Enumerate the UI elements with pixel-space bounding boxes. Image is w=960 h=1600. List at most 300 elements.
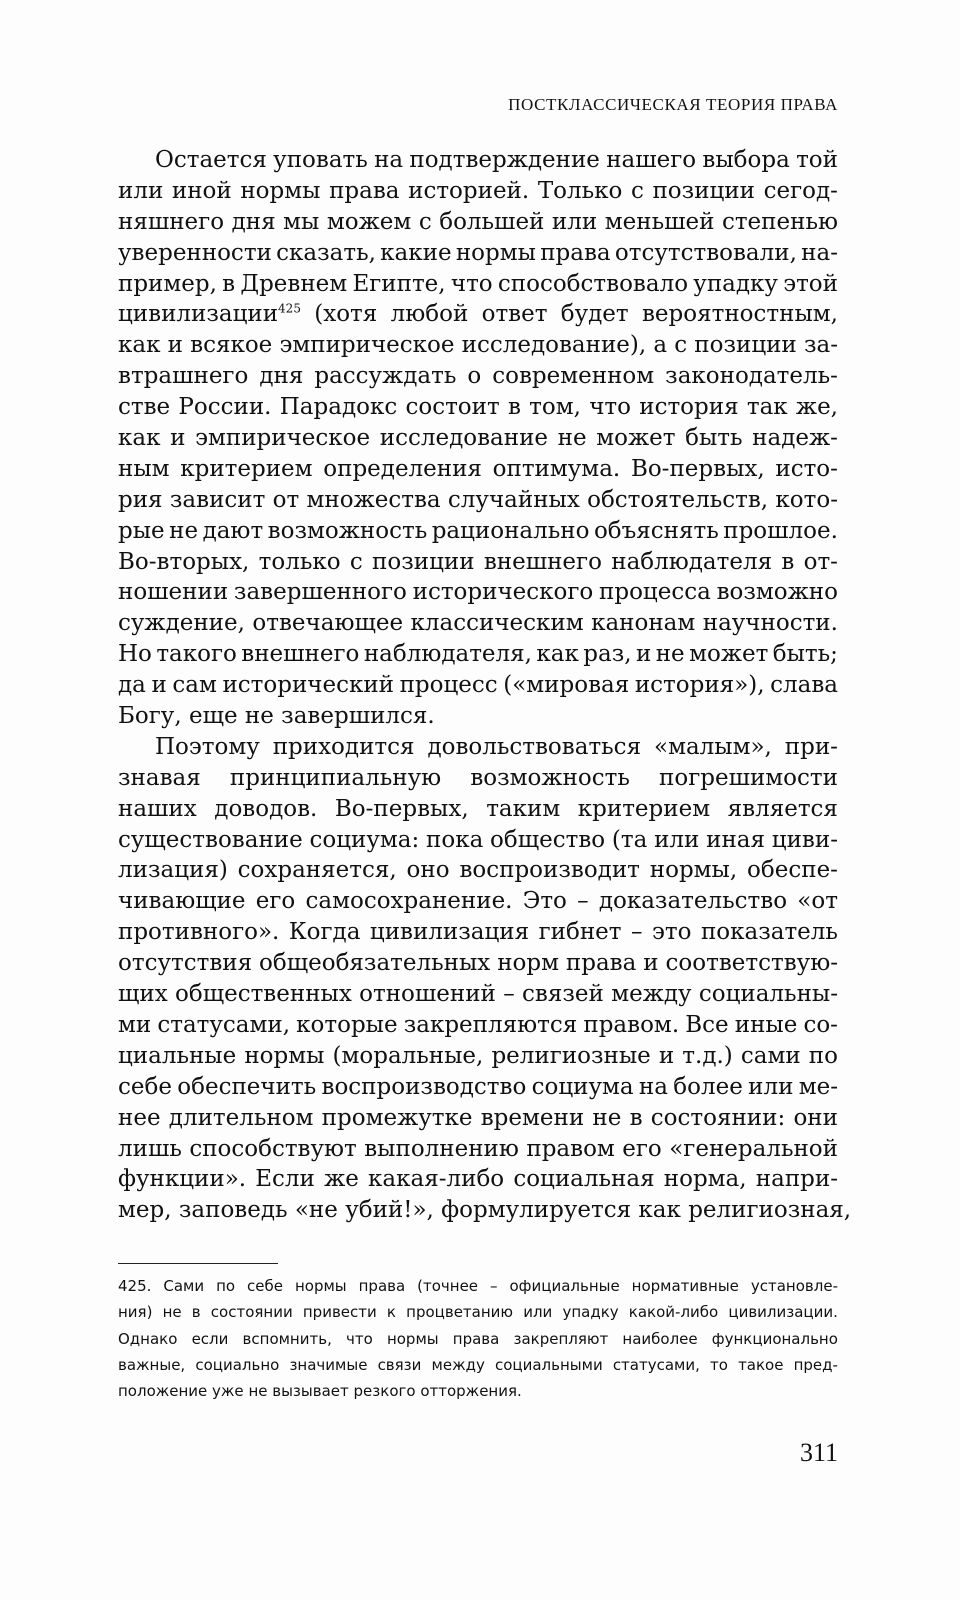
word: зависит (169, 486, 266, 513)
word: прошлое. (723, 517, 838, 544)
body-text (118, 145, 852, 1226)
word: да (118, 672, 146, 699)
word: и (170, 425, 186, 452)
word: стве (118, 394, 171, 421)
word: не (592, 1104, 622, 1131)
word: способствовало (497, 270, 689, 297)
word: случайных (447, 486, 580, 513)
word: социальная (513, 1166, 655, 1193)
word: длительном (168, 1104, 314, 1131)
text-line (118, 763, 838, 794)
word: с (674, 332, 688, 359)
word: «малым», (654, 733, 772, 760)
word: не (248, 1382, 273, 1401)
word: или (118, 177, 164, 204)
text-line (118, 423, 838, 454)
word: Но (118, 641, 152, 668)
word: ным (118, 455, 170, 482)
word: иной (171, 177, 232, 204)
footnote (118, 1273, 838, 1404)
text-line (118, 547, 838, 578)
word: между (611, 981, 692, 1008)
word: научности. (702, 610, 838, 637)
word: завершенного (233, 579, 407, 606)
word: дают (202, 517, 264, 544)
word: ми (118, 1011, 152, 1038)
word: (точнее (417, 1277, 479, 1295)
word: т.д.) (682, 1042, 733, 1069)
word: критерием (577, 795, 711, 822)
word: норм (497, 950, 559, 977)
word: пример, (118, 270, 217, 297)
word: Когда (288, 919, 361, 946)
word: сохраняется, (237, 857, 397, 884)
word: надеж- (752, 425, 838, 452)
word: лишь (118, 1135, 182, 1162)
word: нормы, (649, 857, 738, 884)
word: времени (480, 1104, 585, 1131)
word: со- (803, 1011, 838, 1038)
word: пред- (793, 1355, 838, 1374)
word: от- (803, 548, 838, 575)
word: установле- (750, 1277, 838, 1295)
word: отсутствия (118, 950, 253, 977)
text-line (118, 516, 838, 547)
word: том, (529, 394, 581, 421)
word: или (551, 208, 598, 235)
word: Парадокс (279, 394, 398, 421)
word: если (191, 1329, 229, 1348)
word: нормы (455, 239, 536, 266)
word: оптимума. (492, 455, 621, 482)
word: может (596, 425, 676, 452)
word: правом (526, 1135, 615, 1162)
word: цивилизация (369, 919, 530, 946)
word: современном (492, 363, 655, 390)
word: и (658, 1042, 675, 1069)
word: вспомнить, (242, 1329, 332, 1348)
word: обстоятельств, (587, 486, 769, 513)
word: позиции (372, 548, 475, 575)
text-line (118, 299, 838, 330)
word: нашего (606, 147, 697, 173)
word: это (652, 919, 692, 946)
word: таким (486, 795, 561, 822)
word: «генеральной (669, 1135, 838, 1162)
word: упадку (562, 1303, 619, 1322)
word: и (643, 950, 659, 977)
word: убий!», (345, 1197, 442, 1224)
word: Сами (163, 1277, 205, 1295)
word: является (727, 795, 838, 822)
paragraph (118, 145, 838, 732)
text-line (118, 330, 838, 361)
word: – (631, 919, 643, 946)
word: не (162, 1303, 182, 1322)
word: правом. (583, 1011, 680, 1038)
word: закрепляют (513, 1329, 609, 1348)
word: при- (784, 733, 838, 760)
word: в (222, 270, 236, 297)
word: промежутке (321, 1104, 473, 1131)
word: а (653, 332, 668, 359)
word: так (746, 394, 788, 421)
word: воспроизводство (321, 1073, 527, 1100)
word: исторический (222, 672, 395, 699)
word: подтверждение (409, 147, 600, 173)
word: от (272, 486, 300, 513)
word: доводов. (214, 795, 318, 822)
word: приходится (272, 733, 415, 760)
word: или (654, 826, 700, 853)
footnote-line (118, 1378, 838, 1404)
word: связи (377, 1355, 422, 1374)
word: наблюдателя (611, 548, 773, 575)
word: состоянии: (650, 1104, 786, 1131)
word: религиозная, (688, 1197, 852, 1224)
text-line (118, 825, 838, 856)
text-line (118, 917, 838, 948)
word: выполнению (364, 1135, 519, 1162)
word: гибнет (538, 919, 622, 946)
word: с (418, 208, 432, 235)
text-line (118, 145, 838, 176)
word: щих (118, 981, 168, 1008)
text-line (118, 577, 838, 608)
word: кото- (775, 486, 838, 513)
word: ме- (798, 1073, 838, 1100)
word: способствуют (189, 1135, 357, 1162)
word: множества (306, 486, 441, 513)
word: раз, (583, 641, 632, 668)
word: заповедь (178, 1197, 295, 1224)
word: с (630, 177, 644, 204)
word: состоит (405, 394, 500, 421)
word: которые (296, 1011, 398, 1038)
word: обеспе- (747, 857, 838, 884)
word: функционально (711, 1329, 838, 1348)
word: они (793, 1104, 838, 1131)
word: история»), (634, 672, 765, 699)
word: втрашнего (118, 363, 249, 390)
word: большей (439, 208, 545, 235)
word: воспроизводит (459, 857, 640, 884)
text-line (118, 361, 838, 392)
word: (та (611, 826, 648, 853)
footnote-line (118, 1273, 838, 1299)
text-line (118, 269, 838, 300)
word: нормы (244, 1042, 325, 1069)
word: отвечающее (252, 610, 404, 637)
word: как (536, 641, 579, 668)
word: или (523, 1303, 553, 1322)
word: ния) (118, 1303, 153, 1322)
word: – (490, 1277, 498, 1295)
word: и (151, 672, 167, 699)
word: нее (118, 1104, 161, 1131)
word: какие (380, 239, 452, 266)
word: той (796, 147, 838, 173)
word: внешнего (483, 548, 602, 575)
word: религиозные (491, 1042, 651, 1069)
word: обеспечить (177, 1073, 317, 1100)
word: наших (118, 795, 197, 822)
word: внешнего (241, 641, 360, 668)
word: как (638, 1197, 689, 1224)
word: классическим (410, 610, 584, 637)
footnote-line (118, 1299, 838, 1325)
text-line (118, 1103, 838, 1134)
word: в (191, 1303, 201, 1322)
word: что (346, 1329, 373, 1348)
text-line (118, 238, 838, 269)
word: погрешимости (659, 764, 838, 791)
word: отторжения. (420, 1382, 522, 1401)
word: на (374, 147, 404, 173)
text-line (118, 176, 838, 207)
word: норма, (663, 1166, 747, 1193)
word: социальными (494, 1355, 603, 1374)
word: сами (740, 1042, 801, 1069)
word: или (748, 1073, 794, 1100)
word: функции». (118, 1166, 247, 1193)
word: на- (801, 239, 838, 266)
word: эмпирическое (195, 425, 371, 452)
word: степенью (721, 208, 838, 235)
word: (хотя (314, 301, 378, 328)
word: за- (803, 332, 838, 359)
word: Все (685, 1011, 729, 1038)
word: определения (323, 455, 482, 482)
word: цивилизации$^{425}$ (118, 301, 301, 328)
word: права (358, 1277, 406, 1295)
footnote-line (118, 1326, 838, 1352)
footnote-reference: 425 (278, 301, 301, 316)
word: историей. (408, 177, 530, 204)
word: резкого (353, 1382, 421, 1401)
word: формулируется (441, 1197, 639, 1224)
word: существование (118, 826, 303, 853)
word: вероятностным, (641, 301, 838, 328)
word: себе (118, 1073, 172, 1100)
word: Остается (155, 147, 267, 173)
word: быть (685, 425, 743, 452)
word: дня (231, 208, 276, 235)
word: то (710, 1355, 728, 1374)
word: позиции (694, 332, 797, 359)
text-line (118, 886, 838, 917)
word: суждение, (118, 610, 245, 637)
text-line (118, 639, 838, 670)
word: рия (118, 486, 163, 513)
word: не (655, 641, 685, 668)
word: нормы (294, 1277, 347, 1295)
paragraph (118, 732, 852, 1226)
word: любой (390, 301, 469, 328)
word: нормативные (631, 1277, 739, 1295)
word: нормы (240, 177, 321, 204)
word: Во-вторых, (118, 548, 250, 575)
word: меньшей (604, 208, 715, 235)
word: к (386, 1303, 396, 1322)
word: может (689, 641, 769, 668)
word: себе (247, 1277, 283, 1295)
page-number: 311 (799, 1438, 838, 1467)
word: ответ (481, 301, 548, 328)
word: Древнем (240, 270, 348, 297)
word: дня (259, 363, 304, 390)
word: официальные (509, 1277, 620, 1295)
word: важные, (118, 1355, 186, 1374)
word: социума (531, 1073, 634, 1100)
word: слава (770, 672, 838, 699)
word: права (540, 239, 611, 266)
word: будет (560, 301, 629, 328)
text-line (118, 1164, 838, 1195)
word: социально (195, 1355, 280, 1374)
word: что (450, 270, 493, 297)
word: циви- (771, 826, 838, 853)
word: Поэтому (155, 733, 260, 760)
word: статусами, (612, 1355, 700, 1374)
word: процесс (399, 672, 498, 699)
text-line (118, 454, 838, 485)
word: эмпирическое (279, 332, 455, 359)
word: же (324, 1166, 359, 1193)
word: как (118, 332, 161, 359)
word: значимые (289, 1355, 368, 1374)
text-line (118, 392, 838, 423)
text-line (118, 794, 838, 825)
word: состоянии (210, 1303, 293, 1322)
word: сказать, (276, 239, 376, 266)
word: довольствоваться (427, 733, 642, 760)
word: уверенности (118, 239, 272, 266)
word: России. (178, 394, 272, 421)
word: противного». (118, 919, 280, 946)
word: не (244, 703, 282, 730)
word: завершился. (281, 703, 435, 730)
footnote-line (118, 1352, 838, 1378)
word: вызывает (272, 1382, 354, 1401)
word: принципиальную (229, 764, 442, 791)
word: что (589, 394, 631, 421)
word: напри- (755, 1166, 838, 1193)
word: на (638, 1073, 668, 1100)
word: оно (406, 857, 450, 884)
word: «не (294, 1197, 346, 1224)
word: привести (302, 1303, 377, 1322)
word: такое (738, 1355, 784, 1374)
word: как (118, 425, 161, 452)
text-line (118, 608, 838, 639)
word: процесса (599, 579, 711, 606)
text-line (118, 1010, 838, 1041)
word: возможность (470, 764, 630, 791)
word: мер, (118, 1197, 179, 1224)
word: возможно (716, 579, 838, 606)
word: и (167, 332, 183, 359)
word: всякое (190, 332, 273, 359)
running-head: ПОСТКЛАССИЧЕСКАЯ ТЕОРИЯ ПРАВА (508, 95, 838, 114)
text-line (118, 701, 838, 732)
word: выбора (702, 147, 790, 173)
word: социума: (309, 826, 420, 853)
word: между (431, 1355, 485, 1374)
word: права (452, 1329, 500, 1348)
word: общество (490, 826, 606, 853)
word: ношении (118, 579, 229, 606)
word: – (503, 981, 515, 1008)
word: Египте, (352, 270, 446, 297)
word: объяснять (593, 517, 719, 544)
word: положение (118, 1382, 213, 1401)
word: по (216, 1277, 236, 1295)
word: мы (283, 208, 320, 235)
word: не (557, 425, 587, 452)
word: иные (734, 1011, 798, 1038)
word: возможность (267, 517, 428, 544)
word: рые (118, 517, 165, 544)
text-line (118, 207, 838, 238)
word: не (169, 517, 199, 544)
word: быть; (772, 641, 838, 668)
word: законодатель- (665, 363, 838, 390)
word: нормы (386, 1329, 439, 1348)
word: исследование), (461, 332, 647, 359)
word: о (467, 363, 482, 390)
word: Однако (118, 1329, 178, 1348)
word: исследование (379, 425, 549, 452)
word: критерием (180, 455, 313, 482)
word: сегод- (763, 177, 838, 204)
word: в (507, 394, 521, 421)
word: уповать (273, 147, 368, 173)
text-line (118, 855, 838, 886)
word: социальны- (698, 981, 838, 1008)
word: отсутствовали, (614, 239, 797, 266)
word: доказательство (598, 888, 788, 915)
word: самосохранение. (305, 888, 513, 915)
word: «от (797, 888, 838, 915)
word: еще (188, 703, 245, 730)
word: права (329, 177, 400, 204)
word: иная (706, 826, 766, 853)
word: более (673, 1073, 743, 1100)
word: цивилизации. (728, 1303, 838, 1322)
text-line (118, 948, 838, 979)
word: знавая (118, 764, 201, 791)
word: – (577, 888, 589, 915)
word: (моральные, (332, 1042, 484, 1069)
word: в (629, 1104, 643, 1131)
text-line (118, 670, 838, 701)
text-line (118, 485, 838, 516)
text-line (118, 732, 838, 763)
word: Это (522, 888, 567, 915)
word: Если (255, 1166, 315, 1193)
word: этой (783, 270, 838, 297)
word: исто- (775, 455, 838, 482)
text-line (118, 1195, 852, 1226)
word: 425. (118, 1277, 152, 1295)
word: закрепляются (403, 1011, 578, 1038)
word: Богу, (118, 703, 189, 730)
footnote-separator (118, 1263, 278, 1264)
word: позиции (652, 177, 755, 204)
text-line (118, 1134, 838, 1165)
word: пока (426, 826, 484, 853)
